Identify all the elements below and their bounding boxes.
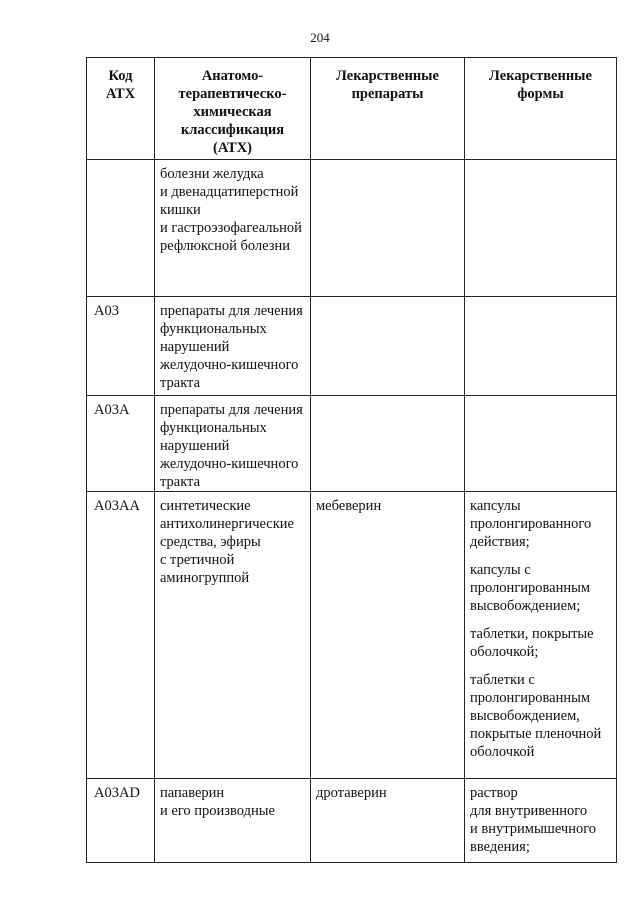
- classification-line: и его производные: [160, 803, 275, 819]
- classification-line: средства, эфиры: [160, 534, 261, 550]
- table-row: [87, 492, 617, 779]
- header-line: химическая: [193, 104, 272, 120]
- header-line: формы: [517, 86, 564, 102]
- table-header-row: [87, 58, 617, 160]
- cell-forms: [465, 779, 617, 863]
- header-line: Лекарственные: [489, 68, 592, 84]
- classification-line: с третичной: [160, 552, 235, 568]
- header-line: препараты: [351, 86, 424, 102]
- atx-drug-table: [86, 57, 617, 863]
- cell-drug: дротаверин: [311, 779, 465, 863]
- classification-line: тракта: [160, 474, 201, 490]
- classification-line: нарушений: [160, 438, 230, 454]
- form-line: капсулы: [470, 498, 521, 514]
- header-forms: [465, 58, 617, 160]
- classification-line: функциональных: [160, 321, 267, 337]
- classification-line: болезни желудка: [160, 166, 264, 182]
- form-line: и внутримышечного: [470, 821, 597, 837]
- cell-drug: мебеверин: [311, 492, 465, 779]
- cell-code: A03A: [87, 396, 155, 492]
- header-classification: [155, 58, 311, 160]
- form-line: оболочкой: [470, 744, 535, 760]
- dosage-form: [470, 561, 614, 615]
- cell-code: [87, 160, 155, 297]
- cell-code: A03: [87, 297, 155, 396]
- form-line: пролонгированным: [470, 690, 591, 706]
- classification-line: функциональных: [160, 420, 267, 436]
- classification-line: нарушений: [160, 339, 230, 355]
- dosage-form: [470, 625, 614, 661]
- page-number: 204: [310, 30, 330, 45]
- table-row: [87, 396, 617, 492]
- form-line: таблетки, покрытые: [470, 626, 594, 642]
- form-line: таблетки с: [470, 672, 535, 688]
- cell-forms: [465, 396, 617, 492]
- cell-classification: [155, 396, 311, 492]
- form-line: действия;: [470, 534, 530, 550]
- classification-line: папаверин: [160, 785, 225, 801]
- form-line: для внутривенного: [470, 803, 588, 819]
- cell-drug: [311, 396, 465, 492]
- form-line: капсулы с: [470, 562, 531, 578]
- table-row: [87, 160, 617, 297]
- header-drugs: [311, 58, 465, 160]
- classification-line: синтетические: [160, 498, 251, 514]
- cell-classification: [155, 779, 311, 863]
- dosage-form: [470, 671, 614, 761]
- header-line: Анатомо-: [201, 68, 264, 84]
- header-line: АТХ: [105, 86, 136, 102]
- table-row: [87, 297, 617, 396]
- classification-line: кишки: [160, 202, 201, 218]
- table-row: [87, 779, 617, 863]
- header-line: (АТХ): [213, 140, 252, 156]
- classification-line: желудочно-кишечного: [160, 456, 299, 472]
- classification-line: рефлюксной болезни: [160, 238, 291, 254]
- cell-forms: [465, 297, 617, 396]
- form-line: пролонгированного: [470, 516, 592, 532]
- form-line: оболочкой;: [470, 644, 539, 660]
- header-line: классификация: [180, 122, 285, 138]
- cell-forms: [465, 492, 617, 779]
- cell-classification: [155, 492, 311, 779]
- form-line: пролонгированным: [470, 580, 591, 596]
- classification-line: препараты для лечения: [160, 303, 303, 319]
- classification-line: аминогруппой: [160, 570, 250, 586]
- form-line: высвобождением,: [470, 708, 580, 724]
- form-line: введения;: [470, 839, 530, 855]
- cell-code: A03AD: [87, 779, 155, 863]
- form-line: высвобождением;: [470, 598, 581, 614]
- cell-drug: [311, 297, 465, 396]
- header-line: Код: [108, 68, 133, 84]
- cell-forms: [465, 160, 617, 297]
- classification-line: тракта: [160, 375, 201, 391]
- form-line: покрытые пленочной: [470, 726, 602, 742]
- cell-code: A03AA: [87, 492, 155, 779]
- classification-line: препараты для лечения: [160, 402, 303, 418]
- classification-line: и двенадцатиперстной: [160, 184, 299, 200]
- cell-classification: [155, 160, 311, 297]
- cell-classification: [155, 297, 311, 396]
- header-line: Лекарственные: [336, 68, 439, 84]
- classification-line: и гастроэзофагеальной: [160, 220, 302, 236]
- classification-line: желудочно-кишечного: [160, 357, 299, 373]
- cell-drug: [311, 160, 465, 297]
- dosage-form: [470, 784, 614, 856]
- header-code: [87, 58, 155, 160]
- classification-line: антихолинергические: [160, 516, 294, 532]
- form-line: раствор: [470, 785, 518, 801]
- dosage-form: [470, 497, 614, 551]
- header-line: терапевтическо-: [178, 86, 287, 102]
